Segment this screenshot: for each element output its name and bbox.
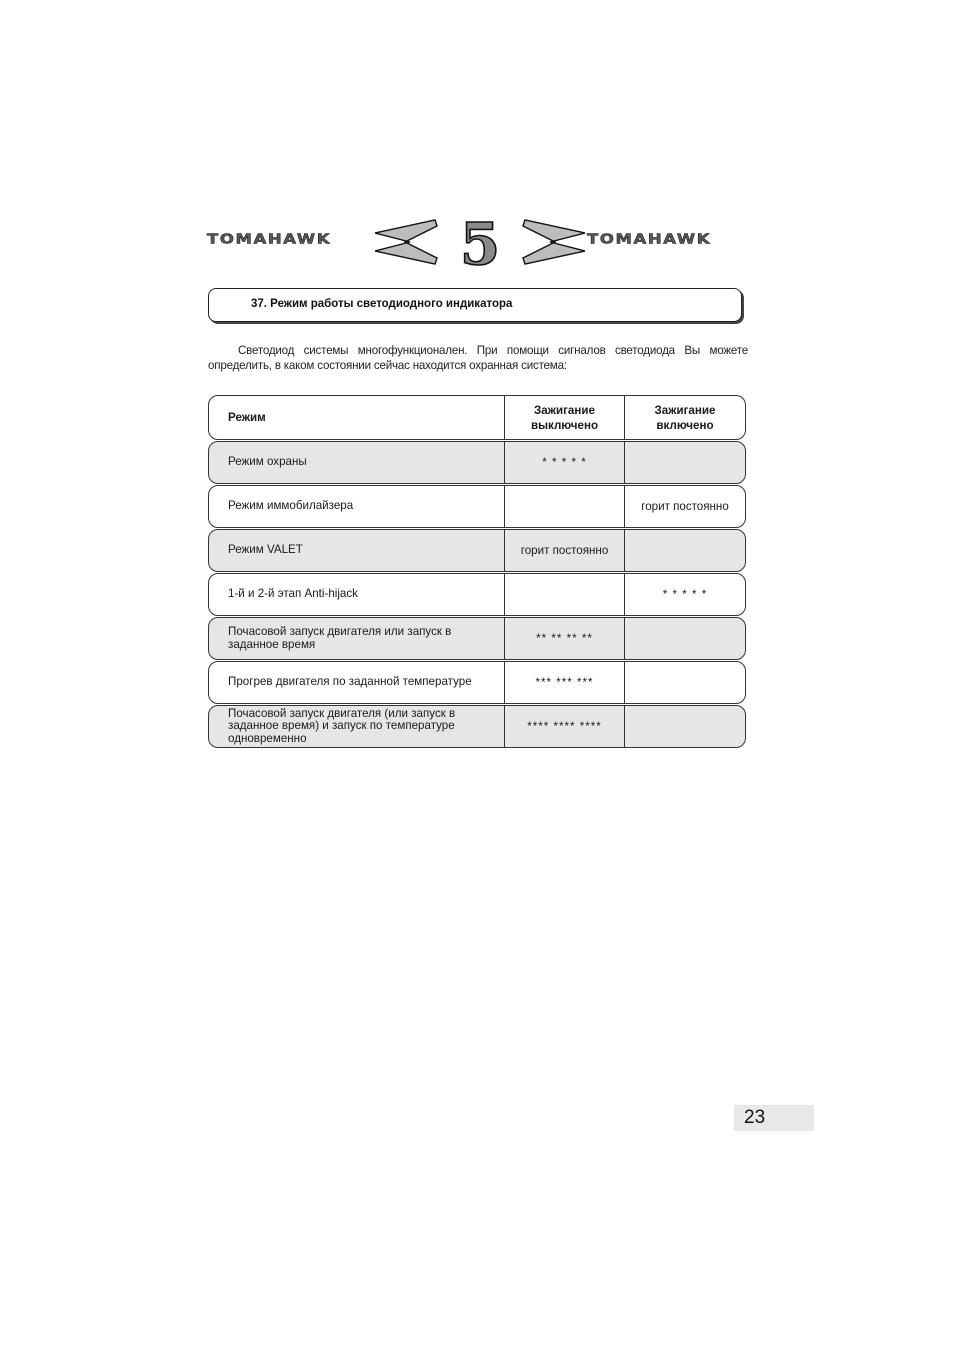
cell-mode: Режим VALET — [228, 543, 303, 557]
cell-mode: Режим иммобилайзера — [228, 499, 354, 513]
cell-ignition-on: * * * * * — [624, 574, 745, 615]
cell-ignition-off: *** *** *** — [504, 662, 624, 703]
page-number: 23 — [744, 1107, 766, 1128]
cell-mode: Почасовой запуск двигателя (или запуск в заданное время) и запуск по температуре одновременно — [228, 706, 456, 745]
cell-ignition-on — [624, 530, 745, 571]
brand-left: TOMAHAWK — [207, 231, 332, 247]
tomahawk-logo — [207, 216, 747, 268]
cell-ignition-off: **** **** **** — [504, 706, 624, 747]
section-title: 37. Режим работы светодиодного индикатора — [251, 298, 513, 310]
cell-ignition-off: * * * * * — [504, 442, 624, 483]
cell-mode: Почасовой запуск двигателя или запуск в заданное время — [228, 625, 452, 651]
header-ignition-on: Зажигание включено — [624, 396, 745, 439]
cell-ignition-off: ** ** ** ** — [504, 618, 624, 659]
table-row — [208, 661, 746, 704]
cell-ignition-on — [624, 618, 745, 659]
table-row — [208, 485, 746, 528]
cell-mode: Прогрев двигателя по заданной температуре — [228, 675, 472, 689]
cell-ignition-on: горит постоянно — [624, 486, 745, 527]
cell-mode: Режим охраны — [228, 455, 307, 469]
table-header-row — [208, 395, 746, 440]
cell-mode: 1-й и 2-й этап Anti-hijack — [228, 587, 358, 601]
cell-ignition-off: горит постоянно — [504, 530, 624, 571]
header-mode: Режим — [228, 411, 266, 424]
intro-paragraph: Светодиод системы многофункционален. При помощи сигналов светодиода Вы можете определить, в каком состоянии сейчас находится охранная система: — [208, 344, 748, 372]
led-mode-table — [208, 395, 746, 749]
cell-ignition-on — [624, 662, 745, 703]
model-mark-text: 5 — [459, 216, 501, 268]
table-row — [208, 529, 746, 572]
cell-ignition-on — [624, 442, 745, 483]
table-row — [208, 705, 746, 748]
header-ignition-off: Зажигание выключено — [504, 396, 624, 439]
table-row — [208, 573, 746, 616]
brand-right: TOMAHAWK — [587, 231, 712, 247]
section-header — [208, 288, 742, 322]
cell-ignition-on — [624, 706, 745, 747]
x5-logo-mark — [375, 216, 585, 268]
table-row — [208, 441, 746, 484]
page-number-tab — [734, 1105, 814, 1131]
table-row — [208, 617, 746, 660]
cell-ignition-off — [504, 486, 624, 527]
cell-ignition-off — [504, 574, 624, 615]
